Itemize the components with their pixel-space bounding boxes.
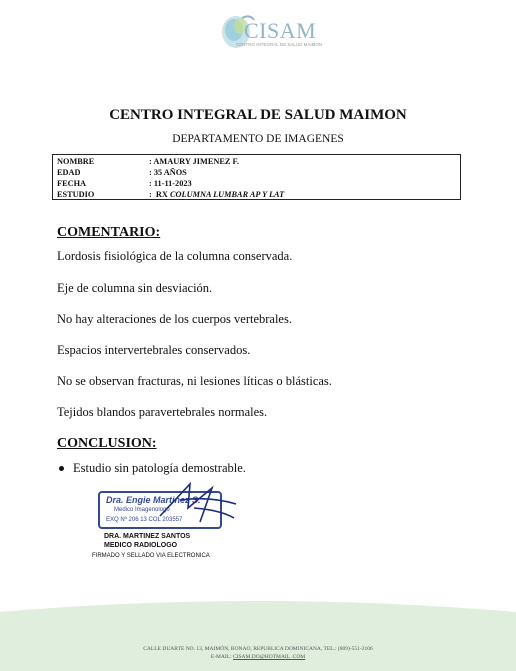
info-label: FECHA	[57, 179, 87, 188]
info-value: : AMAURY JIMENEZ F.	[149, 157, 239, 166]
info-row-name	[57, 156, 456, 167]
conclusion-heading: CONCLUSION:	[57, 436, 157, 451]
info-label: NOMBRE	[57, 157, 95, 166]
study-prefix: : RX	[149, 190, 170, 199]
bullet-icon	[59, 466, 64, 471]
logo-text: CISAM	[244, 18, 317, 43]
info-row-age	[57, 167, 456, 178]
comentario-heading: COMENTARIO:	[57, 225, 161, 240]
logo-subtitle: CENTRO INTEGRAL DE SALUD MAIMON	[236, 42, 323, 47]
department-title: DEPARTAMENTO DE IMAGENES	[172, 133, 344, 145]
patient-info-box	[52, 154, 461, 200]
center-title: CENTRO INTEGRAL DE SALUD MAIMON	[109, 107, 407, 123]
signature-note: FIRMADO Y SELLADO VIA ELECTRONICA	[92, 553, 210, 559]
stamp-registration: EXQ Nº 206 13 COL 203557	[106, 517, 183, 523]
email-label: E-MAIL:	[210, 654, 233, 660]
signer-name: DRA. MARTINEZ SANTOS	[104, 533, 191, 540]
comment-line: Tejidos blandos paravertebrales normales.	[57, 405, 268, 419]
comment-line: Espacios intervertebrales conservados.	[57, 343, 251, 357]
comment-line: No hay alteraciones de los cuerpos vertebrales.	[57, 312, 292, 326]
info-value: : 35 AÑOS	[149, 168, 187, 177]
email-link[interactable]: CISAM.DO@HOTMAIL .COM	[232, 654, 306, 660]
stamp-name: Dra. Engie Martinez S.	[106, 495, 201, 505]
comment-line: Lordosis fisiológica de la columna conservada.	[57, 249, 293, 263]
comment-line: Eje de columna sin desviación.	[57, 281, 213, 295]
footer-address: CALLE DUARTE NO. 13, MAIMÓN, BONAO, REPUBLICA DOMINICANA, TEL.: (809)-551-2106	[143, 646, 373, 652]
info-row-date	[57, 178, 456, 189]
info-row-study	[57, 189, 456, 200]
signer-title: MEDICO RADIOLOGO	[104, 542, 178, 549]
info-label: ESTUDIO	[57, 190, 95, 199]
conclusion-text: Estudio sin patología demostrable.	[73, 461, 246, 475]
footer-email-line	[0, 653, 516, 661]
comment-line: No se observan fracturas, ni lesiones líticas o blásticas.	[57, 374, 332, 388]
info-value: : 11-11-2023	[149, 179, 192, 188]
info-label: EDAD	[57, 168, 81, 177]
signer-block	[104, 532, 190, 550]
stamp-specialty: Medico Imagenologo	[114, 507, 170, 513]
study-value: COLUMNA LUMBAR AP Y LAT	[169, 190, 285, 199]
handwritten-signature-icon	[150, 478, 240, 528]
conclusion-item	[73, 461, 246, 476]
info-value	[149, 189, 284, 200]
footer-contact	[0, 645, 516, 661]
